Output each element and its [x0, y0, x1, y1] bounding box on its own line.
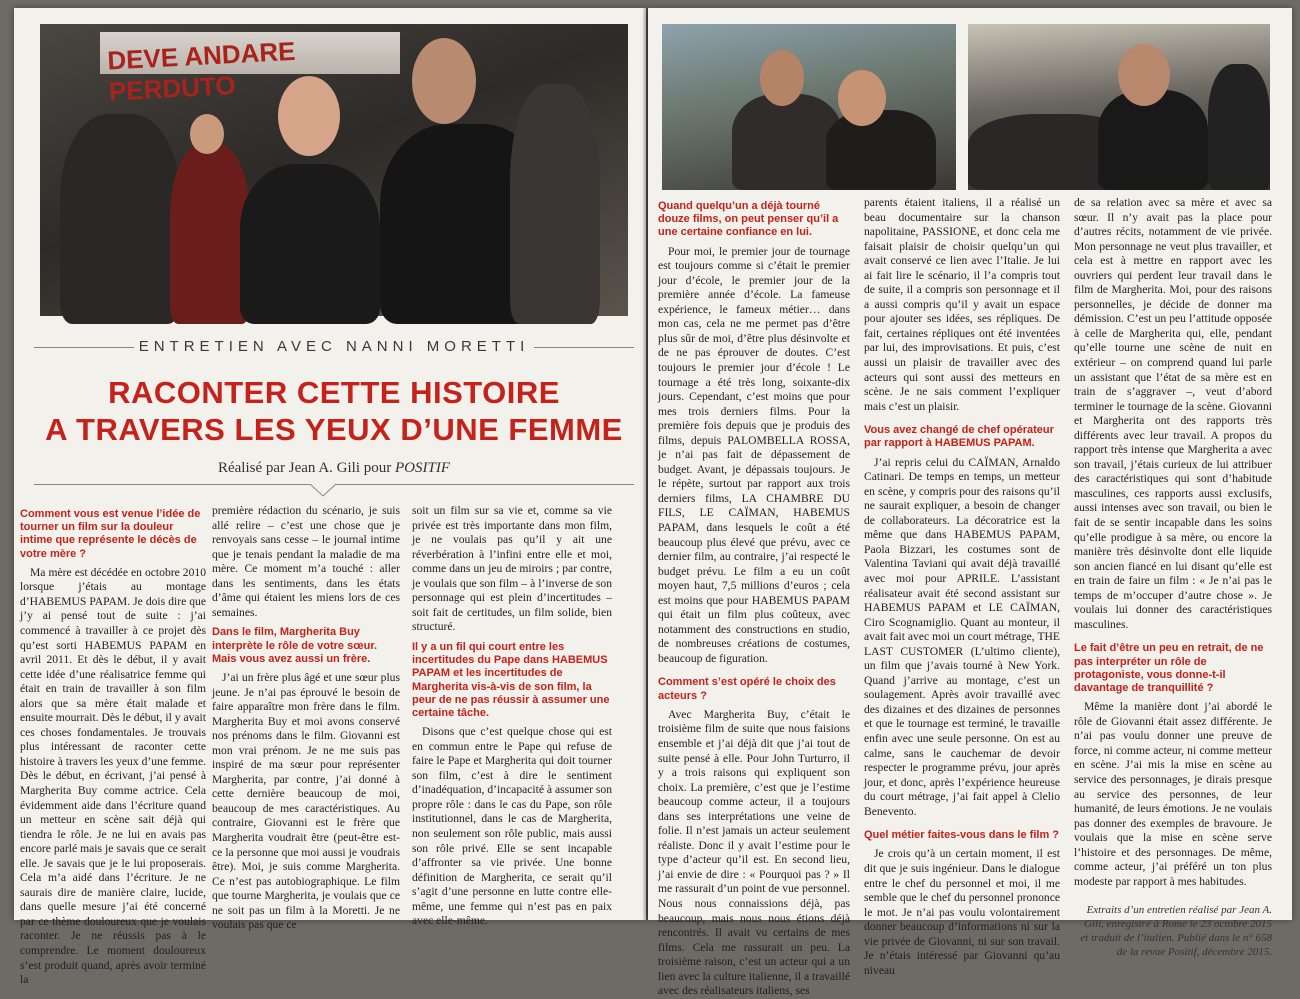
headline: [34, 374, 634, 448]
question-4: Quand quelqu’un a déjà tourné douze films, on peut penser qu’il a une certaine confiance en lui.: [658, 200, 839, 239]
right-column-2: [864, 196, 1060, 978]
question-5: Comment s’est opéré le choix des acteurs ?: [658, 676, 836, 702]
byline-rule-left: [34, 484, 310, 485]
figure-woman-seated: [826, 110, 936, 190]
answer-5-continued: parents étaient italiens, il a réalisé un beau documentaire sur la chanson napolitaine, PASSIONE, et donc cela me faisait plaisir de choisir quelqu’un qui avait conservé ce lien avec l’Italie. Je lui ai fait lire le scénario, il l’a compris tout de suite, il a compris son personnage et il a aussi compris qu’il y avait un espace pour ajouter ses idées, ses répliques. De fait, certaines répliques ont été inventées par lui, des improvisations. Et puis, c’est aussi un plaisir de travailler avec des acteurs qui sont aussi des metteurs en scène. Je ne sais comment l’expliquer mais c’est un plaisir.: [864, 196, 1060, 413]
rule-right: [534, 347, 634, 348]
byline-rule-right: [336, 484, 634, 485]
left-column-3: [412, 504, 612, 929]
answer-5: Avec Margherita Buy, c’était le troisième film de suite que nous faisions ensemble et j’ai déjà dit que j’ai tout de suite pensé à elle. Pour John Turturro, il y a trois raisons qui expliquent son choix. La première, c’est que je l’estime beaucoup comme acteur, il a toujours dans ses interprétations une veine de folie. Il n’est jamais un acteur seulement réaliste. Donc il y avait l’estime pour le type d’acteur qu’il est. En second lieu, j’ai envie de dire : « Pourquoi pas ? » Il me rassurait d’un point de vue personnel. Nous nous connaissions déjà, pas beaucoup, mais nous nous étions déjà rencontrés. Il avait vu certains de mes films. Cela me rassurait un peu. La troisième raison, c’est un acteur qui a un lien avec la culture italienne, il a travaillé avec des réalisateurs italiens, ses: [658, 707, 850, 998]
left-page: [14, 8, 646, 987]
figure-girl: [170, 144, 250, 324]
question-7: Quel métier faites-vous dans le film ?: [864, 829, 1059, 842]
headline-line-2: A TRAVERS LES YEUX D’UNE FEMME: [45, 412, 623, 447]
answer-6: J’ai repris celui du CAÏMAN, Arnaldo Catinari. De temps en temps, un metteur en scène, y compris pour des raisons qu’il ne saurait expliquer, a besoin de changer de collaborateurs. La décoratrice est la même que dans HABEMUS PAPAM, Paola Bizzari, les costumes sont de Valentina Taviani qui avait déjà travaillé avec moi pour APRILE. L’assistant réalisateur avait été second assistant sur HABEMUS PAPAM et LE CAÏMAN, Ciro Scognamiglio. Quant au monteur, il avait fait avec moi un court métrage, THE LAST CUSTOMER (L’ultimo cliente), un film que j’avais tourné à New York. Quand j’arrive au montage, c’est un soulagement. Après avoir travaillé avec des dizaines et des dizaines de personnes et que le tournage est terminé, le travaille enfin avec une seule personne. On est au calme, sans le cauchemar de devoir respecter le programme prévu, jour après jour, et donc, après l’expérience heureuse du court métrage, j’ai fait appel à Clelio Benevento.: [864, 455, 1060, 818]
answer-1-continued: première rédaction du scénario, je suis allé relire – c’est une chose que je renvoyais sans cesse – le journal intime que je tenais pendant la maladie de ma mère. Ce moment m’a touché : aller dans les sentiments, dans les états d’âme qui étaient les miens lors de ces semaines.: [212, 504, 400, 619]
right-page: [648, 8, 1292, 998]
head-man-seated: [760, 50, 804, 106]
photo-right-2: [968, 24, 1270, 190]
byline-publication: POSITIF: [395, 460, 451, 476]
head-man-suit: [1118, 44, 1170, 106]
headline-line-1: RACONTER CETTE HISTOIRE: [108, 375, 560, 410]
photo-right-1: [662, 24, 956, 190]
banner-text: DEVE ANDARE PERDUTO: [106, 35, 297, 107]
answer-8: Même la manière dont j’ai abordé le rôle de Giovanni était assez différente. Je n’ai pas voulu donner une preuve de force, ni comme acteur, ni comme metteur en scène. J’ai mis la mise en scène au service des personnages, je dirais presque au service des personnes, de leur humanité, de leurs émotions. Je ne voulais pas donner des exemples de bravoure. Je voulais que la mise en scène serve l’histoire et des personnages. De même, comme acteur, j’ai préféré un ton plus modeste par rapport à mes habitudes.: [1074, 700, 1272, 888]
head-woman-seated: [838, 70, 886, 126]
right-column-3: [1074, 196, 1272, 959]
answer-7-continued: de sa relation avec sa mère et avec sa sœur. Il n’y avait pas la place pour d’autres récits, notamment de vie privée. Mon personnage ne veut plus travailler, et cela est à mettre en rapport avec les ouvriers qui perdent leur travail dans le film de Margherita. Moi, pour des raisons personnelles, je décide de donner ma démission. C’est un peu l’attitude opposée à celle de Margherita qui, elle, pendant qu’elle tourne une scène de nuit en extérieur – on comprend quand lui parle un assistant que l’état de sa mère est en train de s’aggraver –, veut d’abord terminer le tournage de la scène. Giovanni et Margherita ont des rapports très différents avec leur travail. A propos du rapport très intense que Margherita a avec son travail, j’étais curieux de lui attribuer des caractéristiques qui sont d’habitude masculines, ces rapports aussi exclusifs, aussi intenses avec son travail, ou bien le fait de se sentir incapable dans les soins qu’elle prodigue à sa mère, ou encore la manière très désinvolte dont elle liquide son ancien fiancé en lui disant qu’elle est en train de faire un film : « Je n’ai pas le temps de m’occuper d’autre chose ». Je voulais lui donner des caractéristiques masculines.: [1074, 196, 1272, 631]
left-column-1: [20, 502, 206, 988]
question-6: Vous avez changé de chef opérateur par rapport à HABEMUS PAPAM.: [864, 424, 1054, 450]
question-1: Comment vous est venue l’idée de tourner un film sur la douleur intime que représente le décès de votre mère ?: [20, 508, 201, 560]
figure-man-suit: [1098, 90, 1208, 190]
photo-large: [40, 24, 628, 316]
head-woman: [278, 76, 340, 156]
chevron-down-icon: [310, 484, 336, 497]
question-8: Le fait d’être un peu en retrait, de ne pas interpréter un rôle de protagoniste, vous donne-t-il davantage de tranquillité ?: [1074, 642, 1264, 695]
source-footnote: Extraits d’un entretien réalisé par Jean A. Gili, enregistré à Rome le 23 octobre 2015 et traduit de l’italien. Publié dans le n° 658 de la revue Positif, décembre 2015.: [1080, 904, 1272, 959]
answer-7: Je crois qu’à un certain moment, il est dit que je suis ingénieur. Dans le dialogue entre le chef du personnel et moi, il me semble que le chef du personnel prononce le mot. Je n’ai pas voulu volontairement donner beaucoup d’informations ni sur la vie privée de Giovanni, ni sur son travail. Je n’étais intéressé par Giovanni qu’au niveau: [864, 847, 1060, 977]
answer-1: Ma mère est décédée en octobre 2010 lorsque j’étais au montage d’HABEMUS PAPAM. Je dois dire que j’y ai pensé tout de suite : j’ai commencé à travailler à ce projet dès qu’est sorti HABEMUS PAPAM en avril 2011. Et dès le début, il y avait cette idée d’une réalisatrice femme qui était en train de travailler à son film alors que sa mère était malade et ensuite mourrait. Dès le début, il y avait ces choses fondamentales. Je trouvais plus intéressant de raconter cette histoire à travers les yeux d’une femme. Dès le début, en écrivant, j’ai pensé à Margherita Buy comme actrice. Cela évidemment aide dans l’écriture quand un metteur en scène sait déjà qui tiendra le rôle. Je ne lui en avais pas encore parlé mais je savais que ce serait elle. Je savais que je le lui proposerais. Cela m’a aidé dans l’écriture. Je ne saurais dire de manière claire, lucide, dans quelle mesure j’ai été concerné par ce thème douloureux que je voulais raconter. Je ne réussis pas à le comprendre. Le moment douloureux s’est produit quand, après avoir terminé la: [20, 565, 206, 987]
figure-background: [60, 114, 180, 324]
byline: [34, 460, 634, 477]
byline-prefix: Réalisé par Jean A. Gili pour: [217, 460, 396, 476]
figure-woman: [240, 164, 380, 324]
answer-2: J’ai un frère plus âgé et une sœur plus jeune. Je n’ai pas éprouvé le besoin de faire apparaître mon frère dans le film. Margherita Buy et moi avons conservé nos prénoms dans le film. Giovanni est mon vrai prénom. Je ne me suis pas inspiré de ma sœur pour représenter Margherita, par contre, j’ai donné à cette dernière beaucoup de moi, beaucoup de mes caractéristiques. Au contraire, Giovanni est le frère que Margherita voudrait être (peut-être est-ce la personne que moi aussi je voudrais être). Moi, je suis comme Margherita. Ce n’est pas autobiographique. Le film que tourne Margherita, je voulais que ce ne soit pas un film à la Moretti. Je ne voulais pas que ce: [212, 670, 400, 932]
figure-right-edge: [1208, 64, 1270, 190]
head-man: [412, 38, 476, 124]
interview-label: ENTRETIEN AVEC NANNI MORETTI: [138, 338, 530, 355]
question-2: Dans le film, Margherita Buy interprète le rôle de votre sœur. Mais vous avez aussi un frère.: [212, 626, 378, 665]
answer-3: Disons que c’est quelque chose qui est en commun entre le Pape qui refuse de faire le Pape et Margherita qui doit tourner son film, c’est à dire le sentiment d’inadéquation, d’incapacité à assumer son propre rôle : dans le cas du Pape, son rôle institutionnel, dans le cas de Margherita, non seulement son rôle public, mais aussi son rôle privé. Elle se sent incapable d’affronter sa vie privée. Une bonne définition de Margherita, ce serait qu’il s’agit d’une personne en lutte contre elle-même, une femme qui n’est pas en paix avec elle-même.: [412, 725, 612, 928]
answer-4: Pour moi, le premier jour de tournage est toujours comme si c’était le premier jour d’école, le premier jour de la première année d’école. La fameuse expérience, le fameux métier… dans mon cas, cela ne me permet pas d’être plus sûr de moi, d’être plus désinvolte et de ne pas éprouver de doutes. C’est toujours le premier jour d’école ! Le tournage a été très long, soixante-dix jours. Cependant, c’est moins que pour mes trois derniers films. Pour la première fois depuis que je produis des films, depuis PALOMBELLA ROSSA, je n’ai pas fait de dépassement de budget. Avant, je dépassais toujours. Je le répète, surtout par rapport aux trois derniers films, LA CHAMBRE DU FILS, LE CAÏMAN, HABEMUS PAPAM, dans lesquels le coût a été beaucoup plus élevé que prévu, avec ce dernier film, au contraire, j’ai respecté le budget prévu. Le film a eu un coût moyen haut, 7,5 millions d’euros ; cela est moins que pour HABEMUS PAPAM qui était un film plus coûteux, avec notamment des constructions en studio, de nombreuses créations de costumes, beaucoup de figuration.: [658, 244, 850, 665]
question-3: Il y a un fil qui court entre les incertitudes du Pape dans HABEMUS PAPAM et les incertitudes de Margherita vis-à-vis de son film, la peur de ne pas réussir à assumer une certaine tâche.: [412, 640, 610, 719]
left-column-2: [212, 504, 400, 933]
head-girl: [190, 114, 224, 154]
right-column-1: [658, 194, 850, 999]
figure-right: [510, 84, 600, 324]
answer-2-continued: soit un film sur sa vie et, comme sa vie privée est très importante dans mon film, je ne voulais pas qu’il y ait une réverbération à l’infini entre elle et moi, comme dans un jeu de miroirs ; par contre, je voulais que son film – à l’inverse de son personnage qui est plein d’incertitudes – soit fait de certitudes, un film solide, bien structuré.: [412, 504, 612, 634]
protest-banner: [100, 32, 400, 107]
